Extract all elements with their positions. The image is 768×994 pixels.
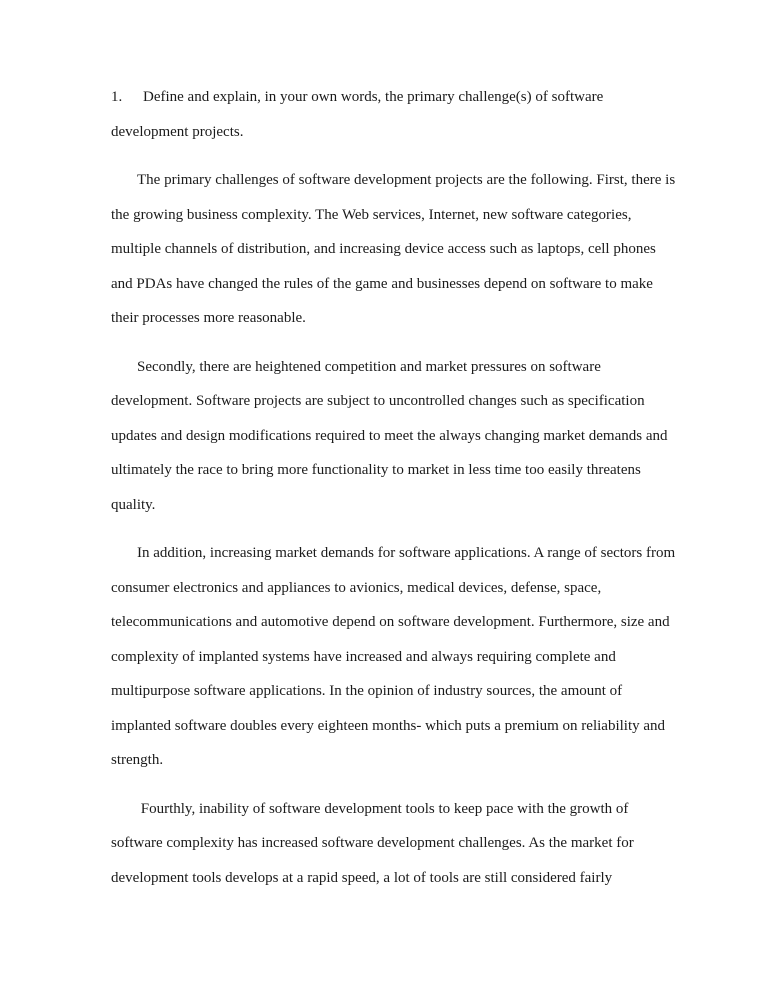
text-line: In addition, increasing market demands for software applications. A range of sectors from	[137, 545, 676, 561]
paragraph-development-tools	[111, 792, 687, 896]
text-line: multiple channels of distribution, and increasing device access such as laptops, cell phones	[111, 241, 656, 257]
text-line: Secondly, there are heightened competition and market pressures on software	[137, 358, 601, 375]
text-line: telecommunications and automotive depend on software development. Furthermore, size and	[111, 614, 670, 630]
question-second-line: development projects.	[111, 123, 244, 140]
text-line: complexity of implanted systems have increased and always requiring complete and	[111, 648, 616, 665]
question-item-1	[111, 80, 687, 149]
text-line: development. Software projects are subject to uncontrolled changes such as specification	[111, 393, 645, 409]
text-line: quality.	[111, 496, 156, 513]
question-text: Define and explain, in your own words, the primary challenge(s) of software	[143, 89, 604, 105]
question-first-line	[111, 80, 687, 115]
text-line: updates and design modifications required to meet the always changing market demands and	[111, 427, 668, 444]
text-line: and PDAs have changed the rules of the game and businesses depend on software to make	[111, 275, 653, 292]
paragraph-competition-pressures	[111, 350, 687, 523]
text-line: consumer electronics and appliances to avionics, medical devices, defense, space,	[111, 579, 602, 596]
text-line: implanted software doubles every eighteen months- which puts a premium on reliability and	[111, 717, 666, 734]
text-line: Fourthly, inability of software development tools to keep pace with the growth of	[137, 800, 629, 817]
text-line: multipurpose software applications. In the opinion of industry sources, the amount of	[111, 683, 623, 699]
paragraph-challenges-intro	[111, 163, 687, 336]
text-line: software complexity has increased software development challenges. As the market for	[111, 835, 634, 851]
paragraph-market-demands	[111, 536, 687, 778]
text-line: ultimately the race to bring more functionality to market in less time too easily threatens	[111, 462, 641, 478]
document-content	[111, 80, 687, 895]
text-line: the growing business complexity. The Web services, Internet, new software categories,	[111, 206, 632, 223]
question-number: 1.	[111, 89, 123, 105]
text-line: strength.	[111, 752, 164, 768]
text-line: The primary challenges of software development projects are the following. First, there is	[137, 172, 676, 188]
text-line: development tools develops at a rapid speed, a lot of tools are still considered fairly	[111, 869, 613, 886]
text-line: their processes more reasonable.	[111, 310, 306, 326]
